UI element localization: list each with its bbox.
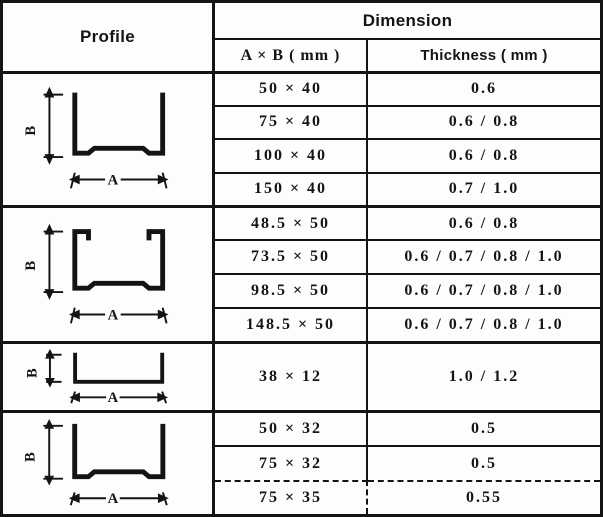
size-value: 98.5 × 50: [215, 273, 368, 307]
thickness-value: 0.6: [368, 71, 600, 105]
size-value: 48.5 × 50: [215, 205, 368, 239]
thickness-value: 0.7 / 1.0: [368, 172, 600, 206]
thickness-value: 0.6 / 0.8: [368, 105, 600, 139]
thickness-value: 0.6 / 0.7 / 0.8 / 1.0: [368, 307, 600, 341]
thickness-value: 0.6 / 0.7 / 0.8 / 1.0: [368, 273, 600, 307]
dim-a-label: A: [107, 490, 118, 507]
u-track-profile-icon: [10, 79, 206, 201]
thickness-column-header: Thickness ( mm ): [368, 38, 600, 71]
u-channel-profile-icon: [10, 416, 206, 512]
size-value: 150 × 40: [215, 172, 368, 206]
dim-b-label: B: [22, 125, 39, 136]
size-value: 148.5 × 50: [215, 307, 368, 341]
size-value: 75 × 35: [215, 480, 368, 514]
size-value: 75 × 40: [215, 105, 368, 139]
c-stud-profile-icon: [10, 214, 206, 336]
size-value: 38 × 12: [215, 341, 368, 410]
dim-b-label: B: [22, 260, 39, 271]
size-column-header: A × B ( mm ): [215, 38, 368, 71]
size-value: 50 × 32: [215, 410, 368, 445]
size-value: 73.5 × 50: [215, 239, 368, 273]
dim-b-label: B: [22, 451, 39, 462]
dim-a-label: A: [107, 171, 118, 188]
thickness-value: 0.6 / 0.7 / 0.8 / 1.0: [368, 239, 600, 273]
dim-a-label: A: [107, 306, 118, 323]
thickness-value: 0.6 / 0.8: [368, 138, 600, 172]
thickness-value: 0.5: [368, 410, 600, 445]
size-value: 100 × 40: [215, 138, 368, 172]
shallow-u-profile-icon: [10, 347, 206, 407]
c-stud-profile-drawing: [3, 205, 215, 341]
dim-b-label: B: [23, 368, 40, 378]
thickness-value: 0.6 / 0.8: [368, 205, 600, 239]
dimension-header: Dimension: [362, 10, 453, 30]
size-value: 75 × 32: [215, 445, 368, 480]
thickness-value: 1.0 / 1.2: [368, 341, 600, 410]
shallow-u-profile-drawing: [3, 341, 215, 410]
u-channel-profile-drawing: [3, 410, 215, 514]
size-value: 50 × 40: [215, 71, 368, 105]
profile-column-header: Profile: [3, 3, 215, 71]
u-track-profile-drawing: [3, 71, 215, 205]
thickness-value: 0.55: [368, 480, 600, 514]
thickness-value: 0.5: [368, 445, 600, 480]
dim-a-label: A: [107, 390, 118, 407]
